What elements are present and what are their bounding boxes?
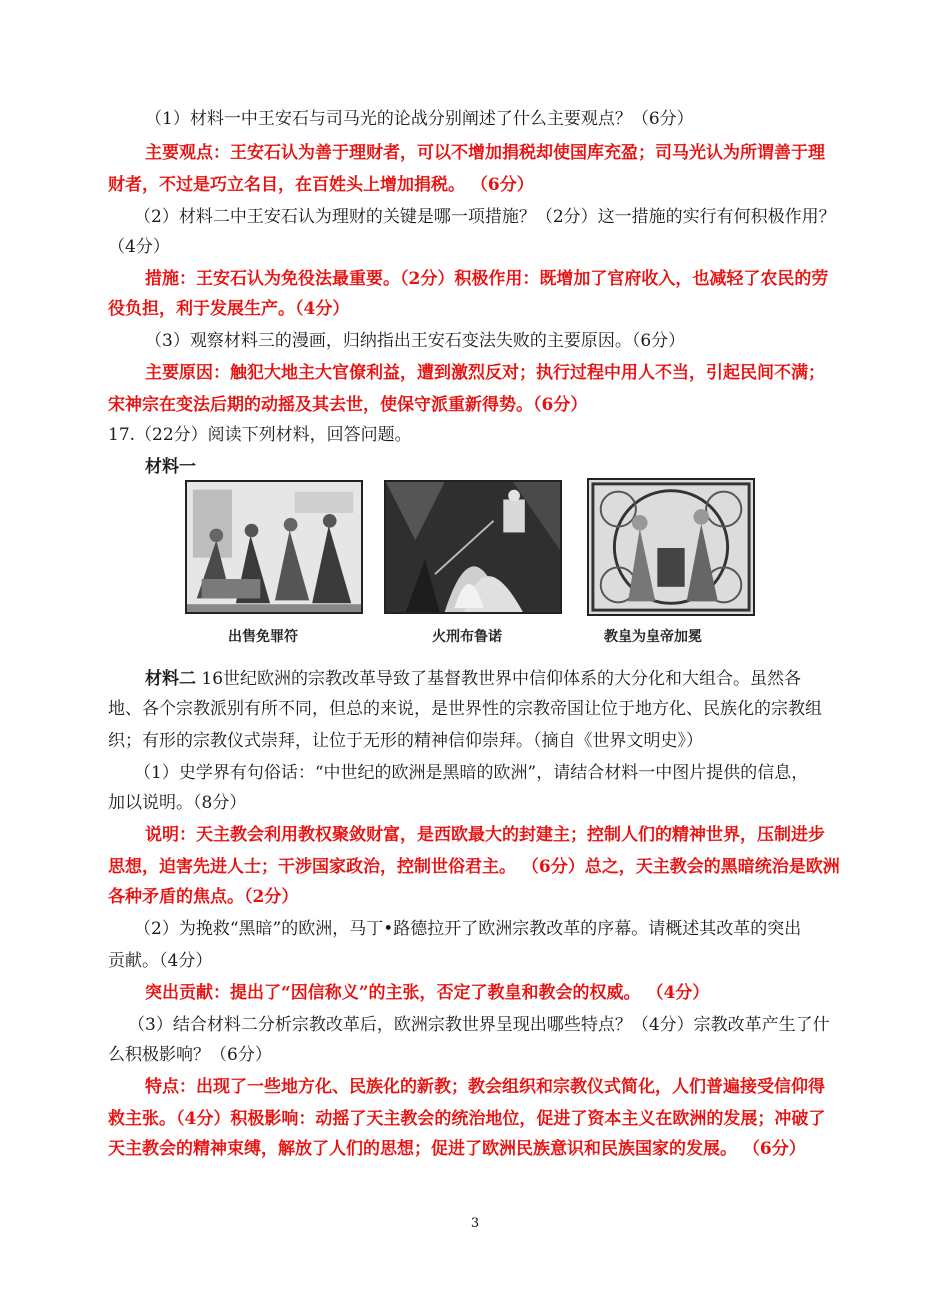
q17-part1-question-line1: （1）史学界有句俗话：“中世纪的欧洲是黑暗的欧洲”，请结合材料一中图片提供的信息， xyxy=(134,763,809,783)
q17-part1-answer-line1: 说明：天主教会利用教权聚敛财富，是西欧最大的封建主；控制人们的精神世界，压制进步 xyxy=(145,825,825,845)
q16-part2-question-line1: （2）材料二中王安石认为理财的关键是哪一项措施？（2分）这一措施的实行有何积极作用？ xyxy=(134,207,836,227)
q17-part3-question-line1: （3）结合材料二分析宗教改革后，欧洲宗教世界呈现出哪些特点？（4分）宗教改革产生了什 xyxy=(128,1015,830,1035)
q17-header: 17.（22分）阅读下列材料，回答问题。 xyxy=(108,425,412,445)
caption-bruno-burning: 火刑布鲁诺 xyxy=(432,629,502,645)
q16-part3-answer-line2: 宋神宗在变法后期的动摇及其去世，使保守派重新得势。（6分） xyxy=(108,395,588,415)
page-number: 3 xyxy=(470,1216,480,1231)
caption-indulgence-sale: 出售免罪符 xyxy=(228,629,298,645)
q17-part2-question-line1: （2）为挽救“黑暗”的欧洲，马丁•路德拉开了欧洲宗教改革的序幕。请概述其改革的突出 xyxy=(134,919,802,939)
material1-title: 材料一 xyxy=(145,457,196,477)
material2-line1 xyxy=(145,668,801,690)
q17-part3-answer-line3: 天主教会的精神束缚，解放了人们的思想；促进了欧洲民族意识和民族国家的发展。 （6分） xyxy=(108,1139,806,1159)
bruno-burning-image xyxy=(384,480,562,614)
q17-part3-question-line2: 么积极影响？（6分） xyxy=(108,1045,272,1065)
q16-part1-answer-line2: 财者，不过是巧立名目，在百姓头上增加捐税。 （6分） xyxy=(108,175,534,195)
q16-part2-question-line2: （4分） xyxy=(108,237,170,257)
q17-part1-answer-line2: 思想，迫害先进人士；干涉国家政治，控制世俗君主。 （6分）总之，天主教会的黑暗统治是欧洲 xyxy=(108,857,840,877)
material2-title: 材料二 xyxy=(145,669,196,689)
q16-part1-question: （1）材料一中王安石与司马光的论战分别阐述了什么主要观点？（6分） xyxy=(145,109,694,129)
material2-line2: 地、各个宗教派别有所不同，但总的来说，是世界性的宗教帝国让位于地方化、民族化的宗教组 xyxy=(108,699,822,719)
indulgence-sale-image xyxy=(185,480,363,614)
q17-part3-answer-line1: 特点：出现了一些地方化、民族化的新教；教会组织和宗教仪式简化，人们普遍接受信仰得 xyxy=(145,1077,825,1097)
q16-part3-answer-line1: 主要原因：触犯大地主大官僚利益，遭到激烈反对；执行过程中用人不当，引起民间不满； xyxy=(145,363,825,383)
q17-part2-answer: 突出贡献：提出了“因信称义”的主张，否定了教皇和教会的权威。 （4分） xyxy=(145,983,710,1003)
pope-crowning-image xyxy=(587,478,755,616)
material2-text-line1: 16世纪欧洲的宗教改革导致了基督教世界中信仰体系的大分化和大组合。虽然各 xyxy=(196,669,802,689)
q16-part1-answer-line1: 主要观点：王安石认为善于理财者，可以不增加捐税却使国库充盈；司马光认为所谓善于理 xyxy=(145,143,825,163)
q17-part3-answer-line2: 救主张。（4分）积极影响：动摇了天主教会的统治地位，促进了资本主义在欧洲的发展；冲破了 xyxy=(108,1109,826,1129)
q17-part2-question-line2: 贡献。（4分） xyxy=(108,951,213,971)
q16-part2-answer-line2: 役负担，利于发展生产。（4分） xyxy=(108,299,350,319)
q16-part2-answer-line1: 措施：王安石认为免役法最重要。（2分）积极作用：既增加了官府收入，也减轻了农民的劳 xyxy=(145,269,829,289)
material2-line3: 织；有形的宗教仪式崇拜，让位于无形的精神信仰崇拜。（摘自《世界文明史》） xyxy=(108,731,703,751)
indulgence-sale-illustration-icon xyxy=(187,482,361,612)
bruno-burning-illustration-icon xyxy=(386,482,560,612)
q16-part3-question: （3）观察材料三的漫画，归纳指出王安石变法失败的主要原因。（6分） xyxy=(145,331,686,351)
pope-crowning-emperor-illustration-icon xyxy=(589,480,753,614)
q17-part1-question-line2: 加以说明。（8分） xyxy=(108,793,247,813)
q17-part1-answer-line3: 各种矛盾的焦点。（2分） xyxy=(108,887,299,907)
caption-pope-crowning: 教皇为皇帝加冕 xyxy=(604,629,702,645)
